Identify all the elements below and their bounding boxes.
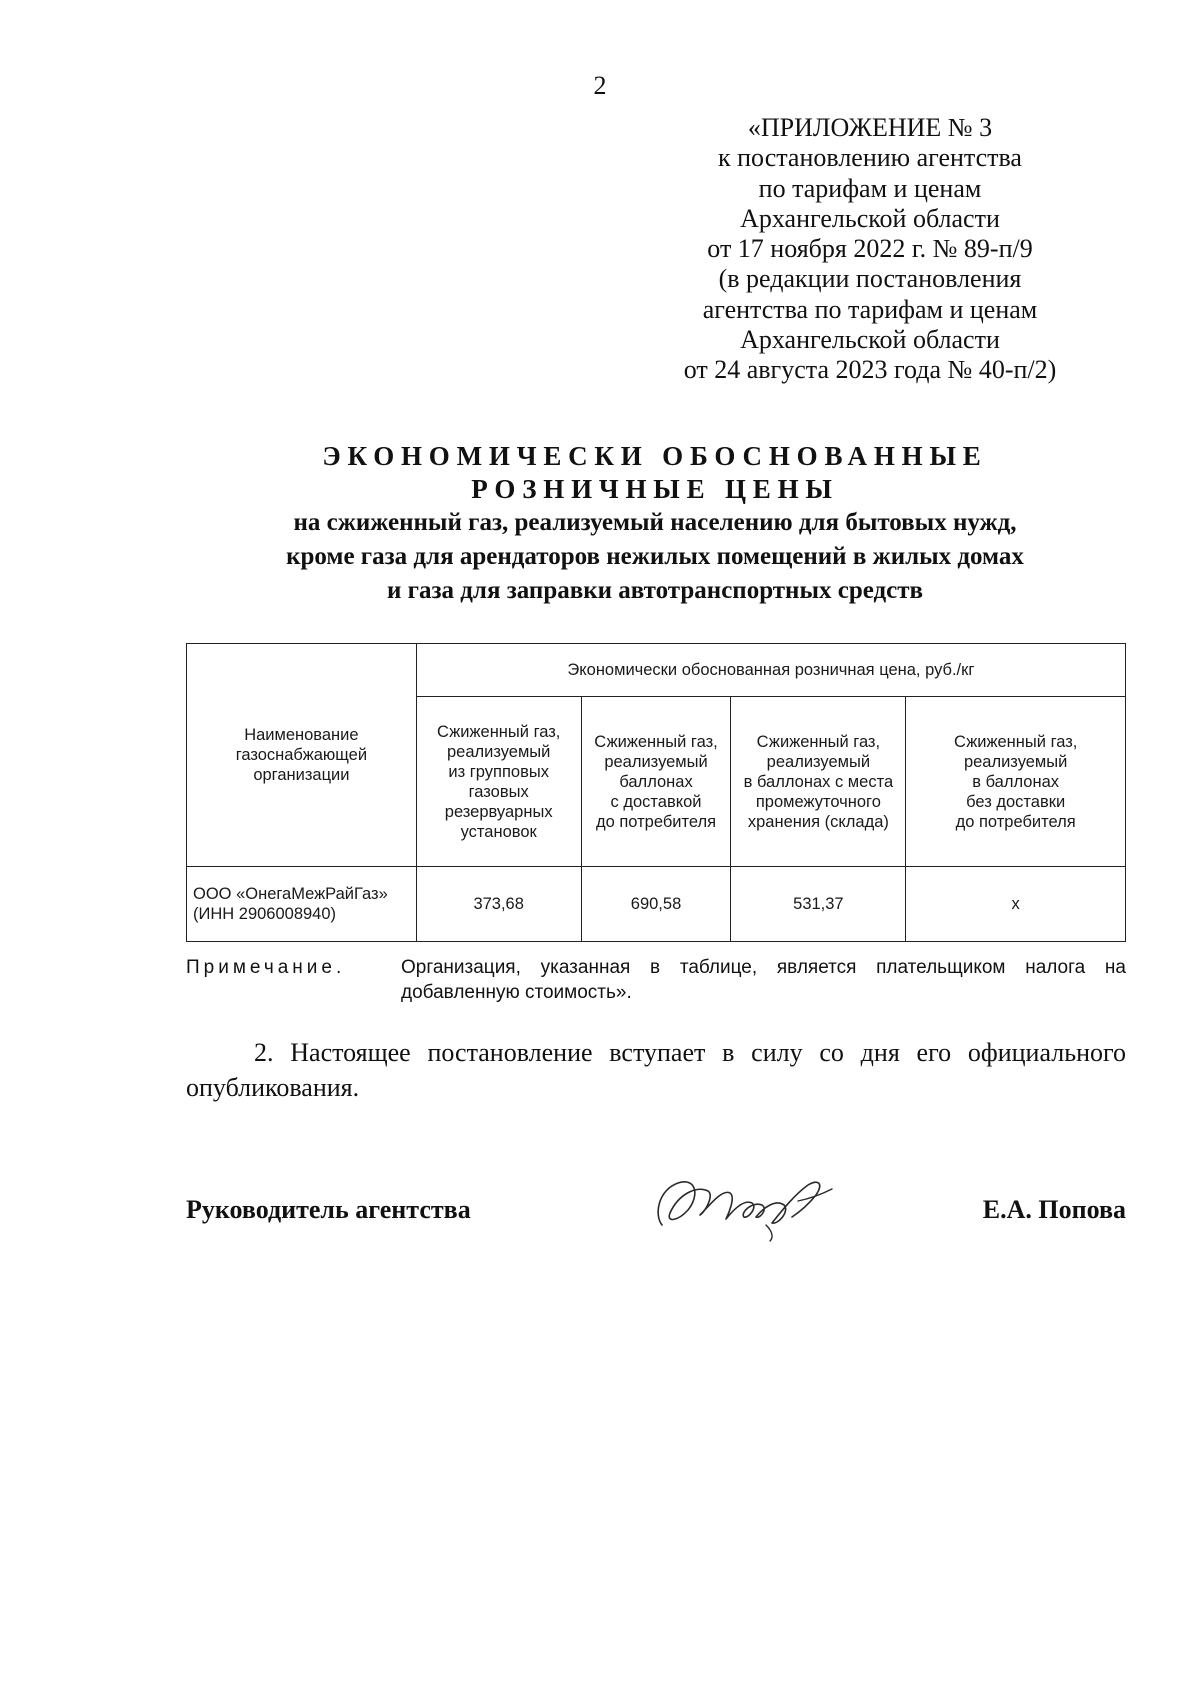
header-line: в баллонах [972,772,1060,791]
price-group-header: Экономически обоснованная розничная цена, руб./кг [416,644,1125,697]
appendix-header [640,113,1100,386]
header-line: в баллонах с места [743,772,894,791]
price-cell: 690,58 [581,867,731,942]
header-line: баллонах [619,772,693,791]
column-header-cylinders-no-delivery [906,697,1126,867]
header-line: до потребителя [595,812,717,831]
header-line: без доставки [966,792,1066,811]
appendix-line: агентства по тарифам и ценам [702,294,1038,324]
header-line: реализуемый [446,742,551,761]
header-line: до потребителя [955,812,1076,831]
header-line: с доставкой [610,792,702,811]
org-column-header [187,644,417,867]
appendix-line: от 24 августа 2023 года № 40-п/2) [683,355,1057,385]
header-line: Сжиженный газ, [594,732,718,751]
signatory-name: Е.А. Попова [982,1195,1126,1224]
subtitle-line: кроме газа для арендаторов нежилых помещений в жилых домах [286,543,1024,570]
price-cell: х [906,867,1126,942]
page-number: 2 [593,71,607,100]
tariff-table [186,643,1126,942]
appendix-line: (в редакции постановления [718,264,1022,294]
header-line: хранения (склада) [747,812,889,831]
price-cell: 531,37 [731,867,906,942]
header-line: организации [253,766,350,784]
header-line: Сжиженный газ, [953,732,1078,751]
header-line: промежуточного [755,792,881,811]
header-line: реализуемый [766,752,871,771]
column-header-cylinders-storage [731,697,906,867]
effective-date-paragraph: 2. Настоящее постановление вступает в силу со дня его официального опубликования. [186,1038,1126,1102]
title-line-2: РОЗНИЧНЫЕ ЦЕНЫ [471,474,839,504]
header-line: газовых [468,782,529,801]
appendix-line: от 17 ноября 2022 г. № 89-п/9 [707,234,1033,264]
column-header-cylinders-delivery [581,697,731,867]
header-line: Сжиженный газ, [756,732,881,751]
header-line: из групповых [448,762,549,781]
note-text: Организация, указанная в таблице, является плательщиком налога на добавленную стоимость». [401,957,1126,1003]
appendix-line: Архангельской области [740,203,1000,233]
appendix-line: «ПРИЛОЖЕНИЕ № 3 [747,113,993,142]
note [186,955,1126,1005]
org-name-cell [187,867,417,942]
subtitle-line: и газа для заправки автотранспортных средств [386,577,924,604]
header-line: резервуарных [444,802,553,821]
price-cell: 373,68 [416,867,581,942]
column-header-group-tanks [416,697,581,867]
appendix-line: по тарифам и ценам [758,173,982,203]
header-line: Наименование [244,726,359,744]
header-line: реализуемый [963,752,1068,771]
document-title [120,440,1190,608]
org-inn: (ИНН 2906008940) [193,905,337,923]
appendix-line: к постановлению агентства [718,143,1022,173]
header-line: реализуемый [604,752,708,771]
appendix-line: Архангельской области [740,325,1000,355]
header-line: установок [460,822,537,841]
signatory-position: Руководитель агентства [186,1195,471,1224]
org-name: ООО «ОнегаМежРайГаз» [193,885,388,903]
title-line-1: ЭКОНОМИЧЕСКИ ОБОСНОВАННЫЕ [322,441,988,471]
note-label: Примечание. [186,957,346,978]
handwritten-signature [648,1155,848,1245]
subtitle-line: на сжиженный газ, реализуемый населению для бытовых нужд, [293,509,1017,536]
table-row [187,867,1126,942]
header-line: газоснабжающей [235,746,368,764]
header-line: Сжиженный газ, [436,722,561,741]
